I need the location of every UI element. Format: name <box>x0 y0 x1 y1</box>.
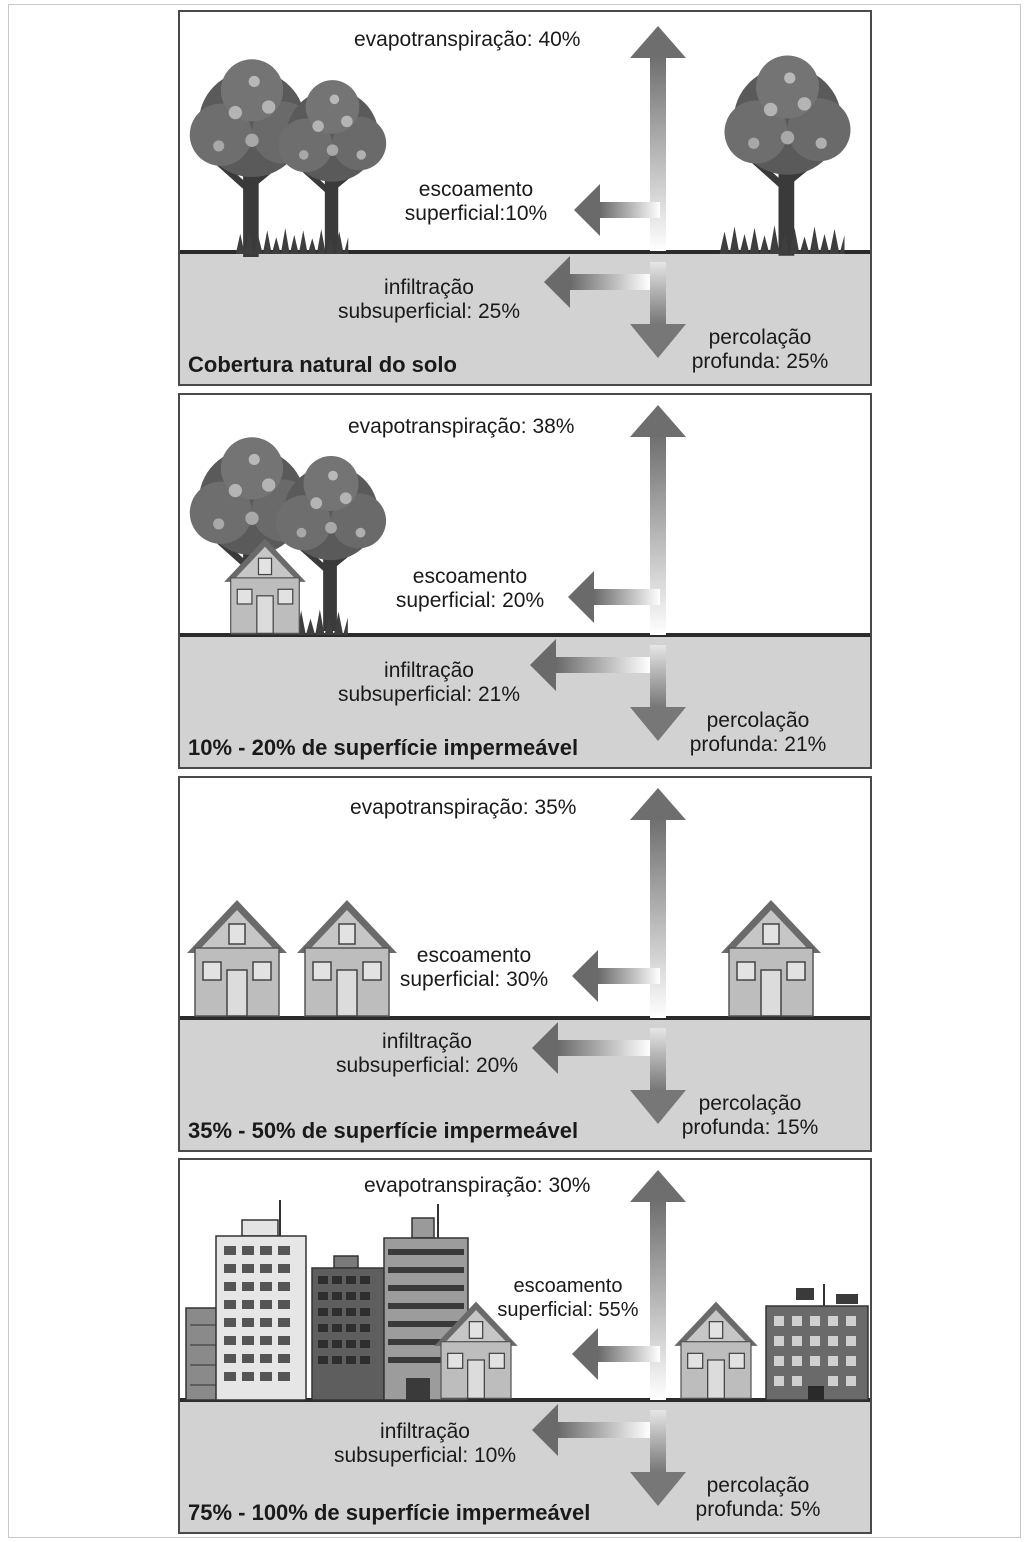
runoff-label <box>396 178 556 226</box>
runoff-label <box>486 1274 650 1322</box>
scenario-caption: 75% - 100% de superfície impermeável <box>188 1500 591 1525</box>
percolation-label-line2: profunda: 5% <box>695 1498 821 1521</box>
infiltration-label-line1: infiltração <box>382 1030 472 1053</box>
percolation-label-line1: percolação <box>708 326 812 349</box>
building-dark-icon <box>312 1256 384 1400</box>
evapotranspiration-arrowhead <box>630 788 686 820</box>
tree-icon <box>725 56 851 256</box>
scenario-caption: Cobertura natural do solo <box>188 352 457 377</box>
evapotranspiration-arrowhead <box>630 405 686 437</box>
runoff-label-line2: superficial: 55% <box>497 1299 639 1321</box>
runoff-label-line1: escoamento <box>513 1275 623 1297</box>
infiltration-label-line1: infiltração <box>384 659 474 682</box>
infiltration-arrow <box>570 274 650 290</box>
percolation-label <box>668 709 848 757</box>
percolation-arrow <box>650 1028 666 1090</box>
percolation-label <box>670 326 850 374</box>
panel-35-50-impermeable <box>178 776 872 1152</box>
panel-75-100-impermeable <box>178 1158 872 1534</box>
infiltration-label <box>314 659 544 707</box>
house-icon <box>674 1302 757 1399</box>
percolation-arrow <box>650 262 666 324</box>
runoff-arrowhead <box>572 950 598 1002</box>
percolation-label-line1: percolação <box>698 1092 802 1115</box>
building-right-icon <box>766 1284 868 1400</box>
runoff-label-line1: escoamento <box>412 565 528 588</box>
panel-10-20-impermeable <box>178 393 872 769</box>
scenario-caption: 10% - 20% de superfície impermeável <box>188 735 579 760</box>
runoff-arrow <box>598 968 660 984</box>
building-tall-white-icon <box>216 1200 306 1400</box>
runoff-arrowhead <box>568 571 594 623</box>
runoff-arrow <box>598 1346 660 1362</box>
runoff-label-line1: escoamento <box>418 178 534 201</box>
infiltration-label-line1: infiltração <box>380 1420 470 1443</box>
runoff-arrowhead <box>574 184 600 236</box>
panel-natural-cover <box>178 10 872 386</box>
infiltration-label <box>312 1030 542 1078</box>
infiltration-label <box>310 1420 540 1468</box>
runoff-label <box>392 944 556 992</box>
evapotranspiration-arrow <box>650 56 666 251</box>
infiltration-arrow <box>558 1040 650 1056</box>
runoff-label-line2: superficial: 20% <box>395 589 545 612</box>
percolation-label-line1: percolação <box>706 709 810 732</box>
infiltration-label-line1: infiltração <box>384 276 474 299</box>
infiltration-label-line2: subsuperficial: 21% <box>337 683 521 706</box>
runoff-arrow <box>600 202 660 218</box>
percolation-label-line1: percolação <box>706 1474 810 1497</box>
percolation-label-line2: profunda: 25% <box>691 350 829 373</box>
evapotranspiration-label: evapotranspiração: 40% <box>354 28 581 51</box>
percolation-label <box>660 1092 840 1140</box>
runoff-label <box>388 565 552 613</box>
evapotranspiration-arrowhead <box>630 26 686 58</box>
house-icon <box>721 900 821 1016</box>
scenario-caption: 35% - 50% de superfície impermeável <box>188 1118 579 1143</box>
percolation-label-line2: profunda: 21% <box>689 733 827 756</box>
building-small-left-icon <box>186 1308 220 1400</box>
evapotranspiration-arrow <box>650 818 666 1018</box>
infiltration-arrow <box>558 1422 650 1438</box>
infiltration-label-line2: subsuperficial: 10% <box>333 1444 517 1467</box>
runoff-label-line2: superficial:10% <box>404 202 548 225</box>
infiltration-label <box>314 276 544 324</box>
runoff-arrowhead <box>572 1328 598 1380</box>
house-icon <box>187 900 287 1016</box>
percolation-arrow <box>650 1410 666 1472</box>
evapotranspiration-arrowhead <box>630 1170 686 1202</box>
evapotranspiration-label: evapotranspiração: 35% <box>350 796 577 819</box>
runoff-label-line2: superficial: 30% <box>399 968 549 991</box>
runoff-arrow <box>594 589 660 605</box>
infiltration-arrowhead <box>544 256 570 308</box>
infiltration-label-line2: subsuperficial: 25% <box>337 300 521 323</box>
evapotranspiration-arrow <box>650 1200 666 1400</box>
house-icon <box>297 900 397 1016</box>
percolation-label <box>668 1474 848 1522</box>
infiltration-label-line2: subsuperficial: 20% <box>335 1054 519 1077</box>
percolation-arrow <box>650 645 666 707</box>
evapotranspiration-label: evapotranspiração: 30% <box>364 1174 591 1197</box>
runoff-label-line1: escoamento <box>416 944 532 967</box>
infiltration-arrow <box>556 657 650 673</box>
percolation-label-line2: profunda: 15% <box>681 1116 819 1139</box>
evapotranspiration-label: evapotranspiração: 38% <box>348 415 575 438</box>
